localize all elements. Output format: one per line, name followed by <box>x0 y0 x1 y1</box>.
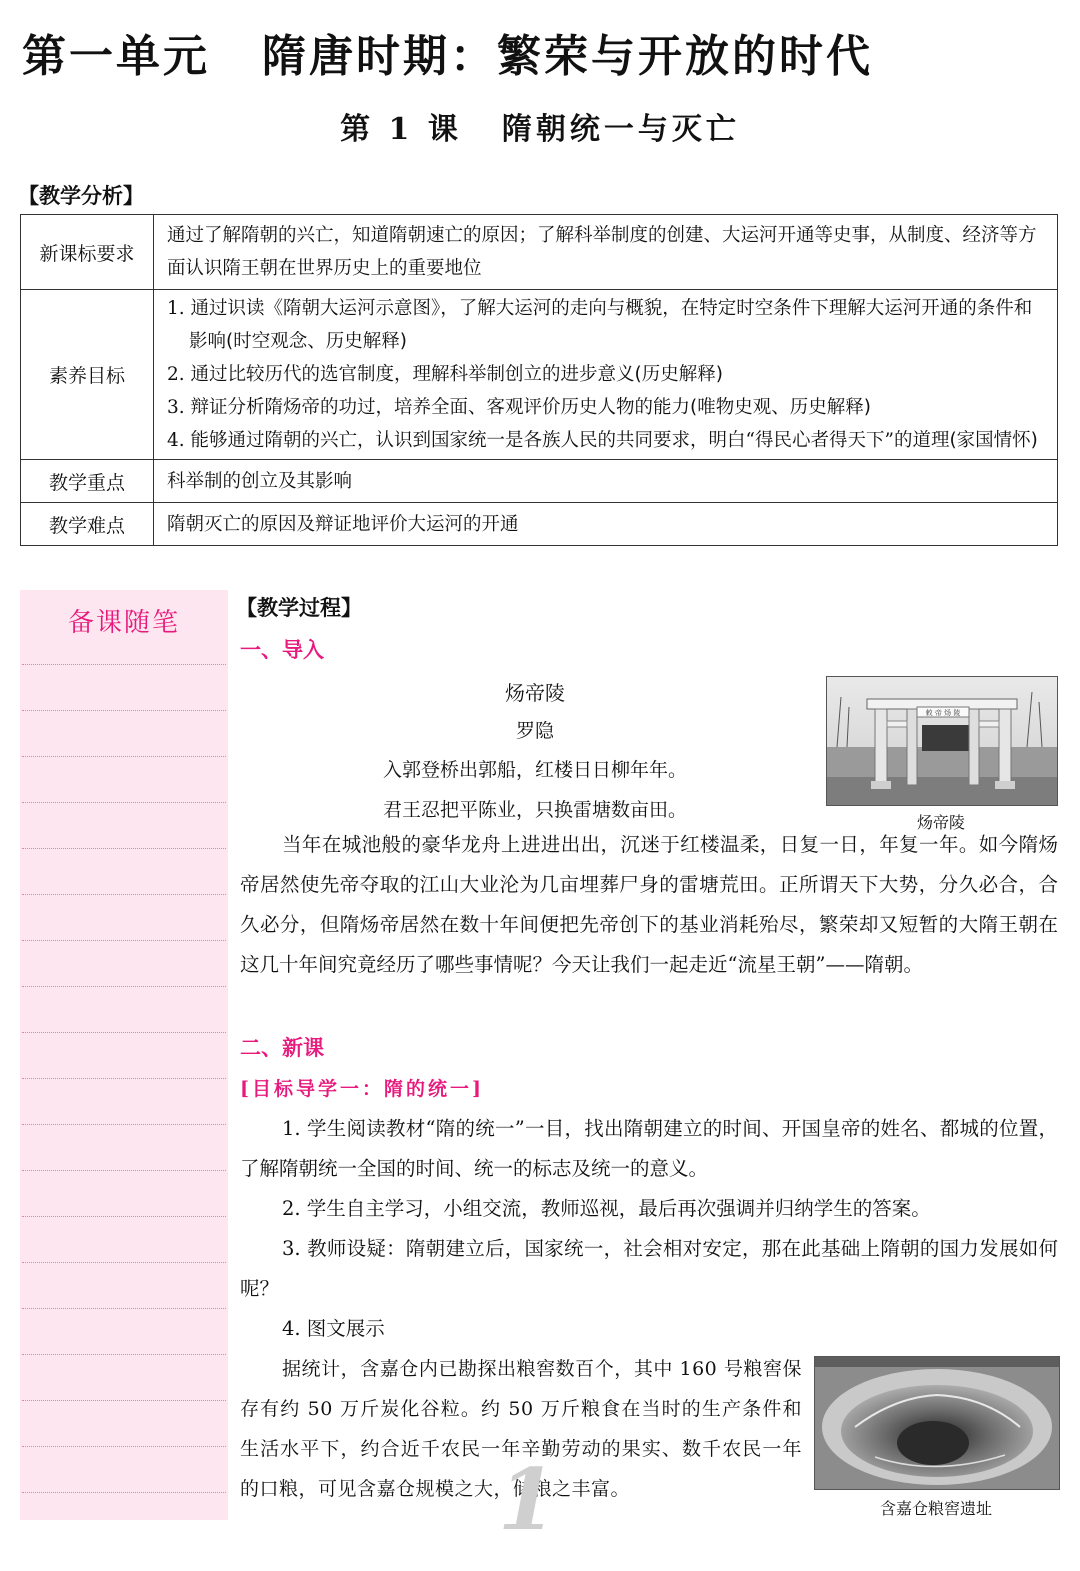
row-content: 隋朝灭亡的原因及辩证地评价大运河的开通 <box>154 503 1058 546</box>
goal-guide-heading: [目标导学一：隋的统一] <box>240 1078 484 1100</box>
note-line <box>22 848 226 849</box>
note-line <box>22 1216 226 1217</box>
step-paragraph: 2. 学生自主学习，小组交流，教师巡视，最后再次强调并归纳学生的答案。 <box>282 1197 931 1220</box>
table-row <box>21 503 1058 546</box>
tomb-photo <box>826 676 1058 806</box>
lesson-title <box>0 104 1080 148</box>
goal-item: 2. 通过比较历代的选官制度，理解科举制创立的进步意义(历史解释) <box>167 364 723 385</box>
new-lesson-heading: 二、新课 <box>240 1036 324 1060</box>
step-paragraph: 4. 图文展示 <box>282 1317 385 1340</box>
row-label: 教学难点 <box>21 503 154 546</box>
process-heading: 【教学过程】 <box>236 596 362 620</box>
unit-title <box>22 20 873 84</box>
unit-name: 隋唐时期：繁荣与开放的时代 <box>262 31 873 82</box>
table-row <box>21 215 1058 290</box>
granary-photo-caption: 含嘉仓粮窖遗址 <box>879 1499 992 1518</box>
notes-sidebar <box>20 590 228 1520</box>
poem-title: 炀帝陵 <box>505 681 565 705</box>
analysis-heading: 【教学分析】 <box>18 184 144 208</box>
analysis-table <box>20 214 1058 546</box>
step-paragraph: 1. 学生阅读教材“隋的统一”一目，找出隋朝建立的时间、开国皇帝的姓名、都城的位置，了解隋朝统一全国的时间、统一的标志及统一的意义。 <box>240 1117 1058 1180</box>
note-line <box>22 756 226 757</box>
unit-label: 第一单元 <box>22 31 210 82</box>
poem-line: 入郭登桥出郭船，红楼日日柳年年。 <box>382 759 687 781</box>
note-line <box>22 710 226 711</box>
note-line <box>22 1032 226 1033</box>
note-line <box>22 802 226 803</box>
lesson-name: 隋朝统一与灭亡 <box>501 112 740 147</box>
row-content: 科举制的创立及其影响 <box>154 460 1058 503</box>
sidebar-title: 备课随笔 <box>67 608 180 638</box>
tomb-photo-caption: 炀帝陵 <box>916 813 965 832</box>
row-label: 教学重点 <box>21 460 154 503</box>
granary-paragraph: 据统计，含嘉仓内已勘探出粮窖数百个，其中 160 号粮窖保存有约 50 万斤炭化谷粒。约 50 万斤粮食在当时的生产条件和生活水平下，约合近千农民一年辛勤劳动的果实、数千农民一年的口粮，可见含嘉仓规模之大，储粮之丰富。 <box>240 1358 802 1500</box>
note-line <box>22 1354 226 1355</box>
row-label: 新课标要求 <box>21 215 154 290</box>
lesson-label: 第 1 课 <box>340 112 462 147</box>
note-line <box>22 1400 226 1401</box>
note-line <box>22 894 226 895</box>
tomb-gate-image <box>827 677 1057 805</box>
gate-plaque: 敕 帝 炀 陵 <box>925 709 961 717</box>
intro-heading: 一、导入 <box>240 638 324 662</box>
goals-list <box>154 290 1058 460</box>
note-line <box>22 664 226 665</box>
table-row <box>21 460 1058 503</box>
poem-line: 君王忍把平陈业，只换雷塘数亩田。 <box>382 799 687 821</box>
intro-paragraph: 当年在城池般的豪华龙舟上进进出出，沉迷于红楼温柔，日复一日，年复一年。如今隋炀帝居然使先帝夺取的江山大业沦为几亩埋葬尸身的雷塘荒田。正所谓天下大势，分久必合，合久必分，但隋炀帝居然在数十年间便把先帝创下的基业消耗殆尽，繁荣却又短暂的大隋王朝在这几十年间究竟经历了哪些事情呢？今天让我们一起走近“流星王朝”——隋朝。 <box>240 833 1058 976</box>
note-line <box>22 1262 226 1263</box>
goal-item: 1. 通过识读《隋朝大运河示意图》，了解大运河的走向与概貌，在特定时空条件下理解大运河开通的条件和影响(时空观念、历史解释) <box>167 298 1033 352</box>
table-row <box>21 290 1058 460</box>
granary-photo <box>814 1356 1060 1490</box>
note-line <box>22 940 226 941</box>
note-line <box>22 1446 226 1447</box>
granary-pit-image <box>815 1357 1059 1489</box>
note-line <box>22 1308 226 1309</box>
row-content: 通过了解隋朝的兴亡，知道隋朝速亡的原因；了解科举制度的创建、大运河开通等史事，从制度、经济等方面认识隋王朝在世界历史上的重要地位 <box>154 215 1058 290</box>
poem-author: 罗隐 <box>515 720 554 742</box>
goal-item: 3. 辩证分析隋炀帝的功过，培养全面、客观评价历史人物的能力(唯物史观、历史解释) <box>167 397 871 418</box>
row-label: 素养目标 <box>21 290 154 460</box>
note-line <box>22 1078 226 1079</box>
note-line <box>22 1170 226 1171</box>
note-line <box>22 986 226 987</box>
page-number: 1 <box>498 1450 557 1549</box>
step-paragraph: 3. 教师设疑：隋朝建立后，国家统一，社会相对安定，那在此基础上隋朝的国力发展如何呢？ <box>240 1237 1058 1300</box>
note-line <box>22 1492 226 1493</box>
note-line <box>22 1124 226 1125</box>
goal-item: 4. 能够通过隋朝的兴亡，认识到国家统一是各族人民的共同要求，明白“得民心者得天下”的道理(家国情怀) <box>167 430 1038 451</box>
